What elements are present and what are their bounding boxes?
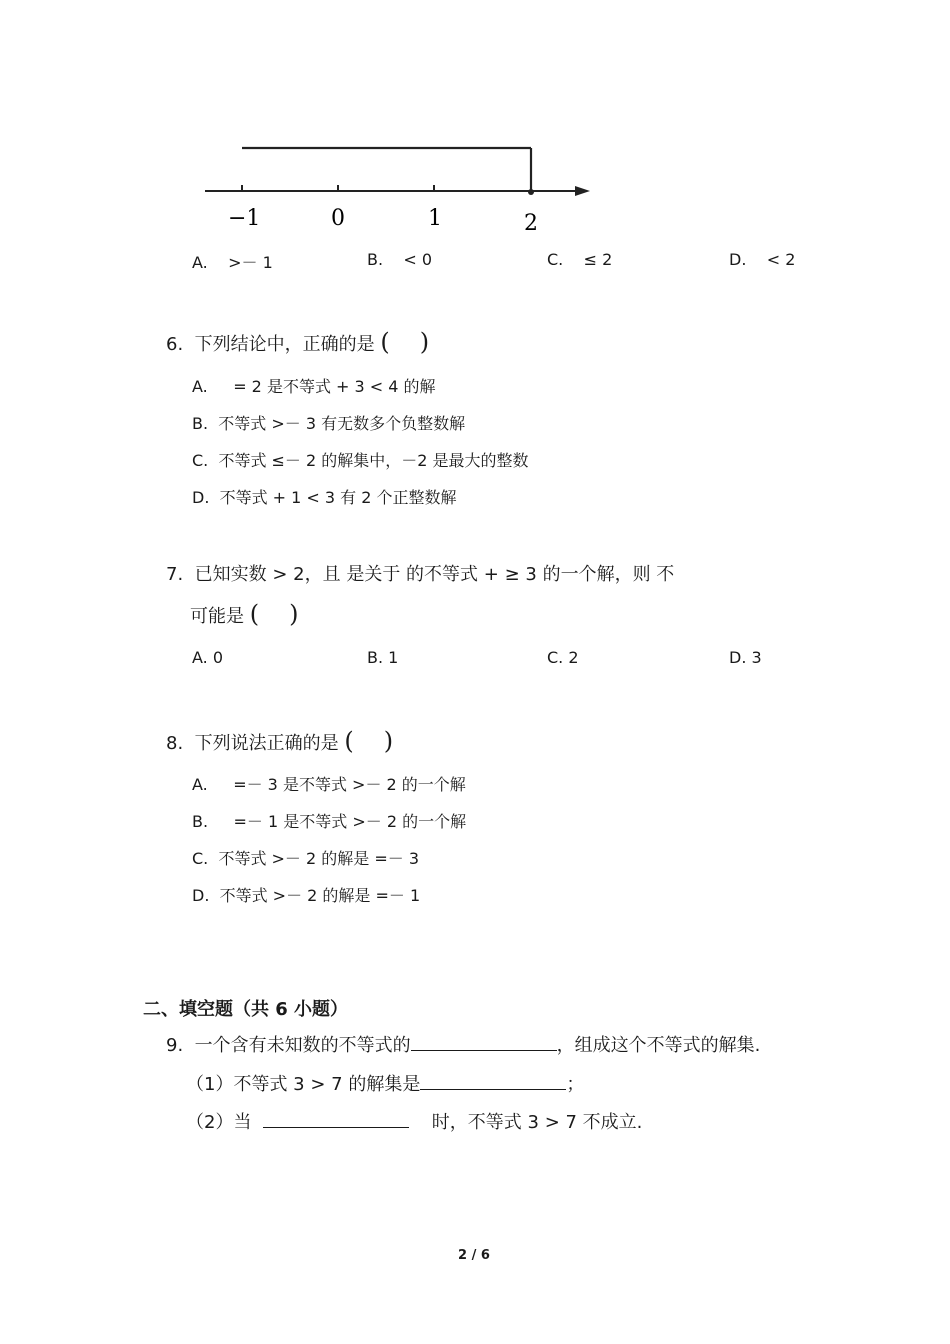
option-label: A.	[192, 253, 208, 272]
section-title: 二、填空题（共 6 小题）	[143, 999, 349, 1020]
option-label: C.	[192, 451, 209, 470]
answer-paren-close: )	[419, 328, 430, 356]
q7-option-b[interactable]	[367, 648, 398, 667]
question-text: 下列结论中，正确的是	[194, 334, 375, 355]
option-text: 不等式 >－ 3 有无数多个负整数解	[218, 414, 466, 433]
question-text: ，组成这个不等式的解集.	[556, 1035, 761, 1056]
option-text: =－ 1 是不等式 >－ 2 的一个解	[233, 812, 467, 831]
question-number: 9.	[166, 1035, 184, 1056]
option-label: C.	[547, 250, 564, 269]
answer-paren-close: )	[383, 727, 394, 755]
q7-stem-line1	[166, 560, 674, 586]
q6-option-b[interactable]	[192, 411, 465, 434]
option-label: C.	[192, 849, 209, 868]
q5-option-c[interactable]	[547, 250, 612, 269]
q7-option-d[interactable]	[729, 648, 762, 667]
tick-label: 1	[428, 206, 442, 231]
q9-stem	[166, 1031, 760, 1057]
q8-option-c[interactable]	[192, 846, 419, 869]
option-text: = 2 是不等式 + 3 < 4 的解	[233, 377, 436, 396]
question-text: ；	[566, 1074, 585, 1095]
option-text: 1	[388, 648, 399, 667]
option-label: D.	[192, 488, 210, 507]
q5-option-a[interactable]	[192, 250, 273, 273]
answer-blank[interactable]	[420, 1073, 566, 1090]
option-text: 不等式 + 1 < 3 有 2 个正整数解	[219, 488, 457, 507]
number-line-figure	[195, 135, 605, 245]
tick-label: 0	[331, 206, 345, 231]
question-text: 时，不等式 3 > 7 不成立.	[431, 1112, 643, 1133]
q9-sub2	[186, 1108, 642, 1134]
option-text: ≤ 2	[583, 250, 613, 269]
tick-label: −1	[228, 206, 261, 231]
option-label: A.	[192, 648, 208, 667]
q8-option-b[interactable]	[192, 809, 466, 832]
option-text: 3	[751, 648, 762, 667]
answer-paren-open: (	[249, 600, 260, 628]
option-label: D.	[729, 250, 747, 269]
tick-label: 2	[524, 211, 538, 236]
question-text: 下列说法正确的是	[194, 733, 339, 754]
option-label: A.	[192, 377, 208, 396]
option-label: D.	[729, 648, 747, 667]
question-text: 已知实数 > 2，且 是关于 的不等式 + ≥ 3 的一个解，则 不	[194, 564, 675, 585]
option-text: 不等式 ≤－ 2 的解集中，－2 是最大的整数	[218, 451, 529, 470]
option-label: A.	[192, 775, 208, 794]
q5-option-d[interactable]	[729, 250, 795, 269]
option-text: >－ 1	[228, 253, 273, 272]
option-text: 不等式 >－ 2 的解是 =－ 3	[218, 849, 420, 868]
question-text: （1）不等式 3 > 7 的解集是	[186, 1074, 421, 1095]
option-label: B.	[367, 250, 384, 269]
q7-option-c[interactable]	[547, 648, 579, 667]
answer-paren-open: (	[344, 727, 354, 755]
q7-stem-line2	[190, 600, 298, 628]
option-label: B.	[367, 648, 384, 667]
q8-option-d[interactable]	[192, 883, 420, 906]
answer-paren-open: (	[380, 328, 390, 356]
option-text: < 2	[766, 250, 796, 269]
q7-option-a[interactable]	[192, 648, 223, 667]
question-text: （2）当	[186, 1112, 252, 1133]
question-text: 一个含有未知数的不等式的	[194, 1035, 411, 1056]
axis-arrow-icon	[575, 186, 590, 196]
answer-blank[interactable]	[263, 1111, 409, 1128]
option-label: C.	[547, 648, 564, 667]
page-number: 2 / 6	[458, 1248, 490, 1263]
option-label: D.	[192, 886, 210, 905]
option-label: B.	[192, 414, 209, 433]
question-number: 6.	[166, 334, 184, 355]
q6-option-d[interactable]	[192, 485, 457, 508]
q6-option-a[interactable]	[192, 374, 436, 397]
endpoint-dot	[528, 189, 534, 195]
answer-paren-close: )	[289, 600, 299, 628]
option-text: 不等式 >－ 2 的解是 =－ 1	[219, 886, 421, 905]
option-text: 0	[212, 648, 224, 667]
answer-blank[interactable]	[411, 1034, 557, 1051]
question-text: 可能是	[190, 606, 244, 627]
q8-stem	[166, 727, 393, 755]
option-text: 2	[568, 648, 579, 667]
option-text: < 0	[403, 250, 433, 269]
q8-option-a[interactable]	[192, 772, 466, 795]
q5-option-b[interactable]	[367, 250, 432, 269]
q6-stem	[166, 328, 429, 356]
option-text: =－ 3 是不等式 >－ 2 的一个解	[233, 775, 466, 794]
q9-sub1	[186, 1070, 584, 1096]
q6-option-c[interactable]	[192, 448, 529, 471]
option-label: B.	[192, 812, 209, 831]
question-number: 8.	[166, 733, 184, 754]
question-number: 7.	[166, 564, 184, 585]
